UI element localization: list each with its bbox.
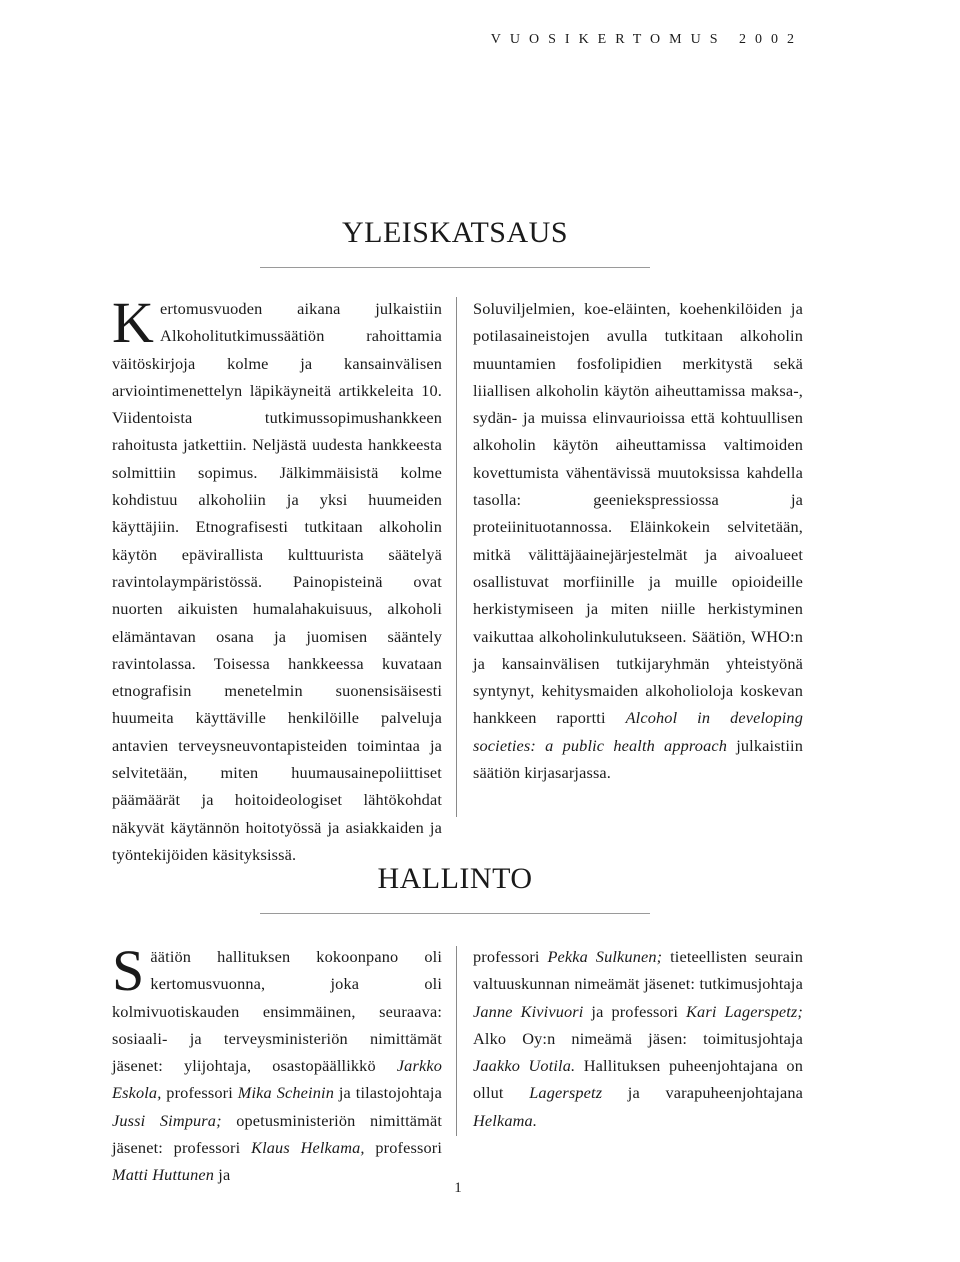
section-title-yleiskatsaus: YLEISKATSAUS xyxy=(341,216,569,249)
running-header: VUOSIKERTOMUS 2002 xyxy=(490,32,803,47)
page-number: 1 xyxy=(454,1180,462,1196)
drop-cap: S xyxy=(112,938,145,1003)
board-left-column xyxy=(112,938,442,1189)
board-text: professori xyxy=(473,947,548,966)
person-name: Pekka Sulkunen; xyxy=(547,947,663,966)
person-name: Janne Kivivuori xyxy=(473,1001,584,1021)
board-right-column xyxy=(473,943,803,1134)
person-name: Klaus Helkama, xyxy=(251,1138,365,1158)
board-text: professori xyxy=(161,1083,238,1103)
title-rule xyxy=(260,913,650,914)
person-name: Jaakko Uotila. xyxy=(473,1056,576,1076)
person-name: Jussi Simpura; xyxy=(112,1110,222,1130)
board-text: ja tilastojohtaja xyxy=(333,1083,442,1103)
overview-left-column xyxy=(112,290,442,868)
overview-text: julkaistiin säätiön kirjasarjassa. xyxy=(473,735,803,783)
drop-cap: K xyxy=(112,290,155,355)
board-text: ja professori xyxy=(583,1001,687,1021)
person-name: Lagerspetz xyxy=(529,1083,603,1103)
board-text: professori xyxy=(364,1138,442,1158)
person-name: Helkama. xyxy=(473,1110,538,1130)
overview-text: ertomusvuoden aikana julkaistiin Alkoholitutkimussäätiön rahoittamia väitöskirjoja kolme ja kansainvälisen arviointimenettelyn läpikäyneitä artikkeleita 10. Viidentoista tutkimussopimushankkeen rahoitusta jatkettiin. Neljästä uudesta hankkeesta solmittiin sopimus. Jälkimmäisistä kolme kohdistuu alkoholiin ja yksi huumeiden käyttäjiin. Etnografisesti tutkitaan alkoholin käytön epävirallista kulttuurista säätelyä ravintolaympäristössä. Painopisteinä ovat nuorten aikuisten humalahakuisuus, alkoholi elämäntavan osana ja juomisen sääntely ravintolassa. Toisessa hankkeessa kuvataan etnografisin menetelmin suonensisäisesti huumeita käyttäville henkilöille palveluja antavien terveysneuvontapisteiden toimintaa ja selvitetään, miten huumausainepoliittiset päämäärät ja hoitoideologiset lähtökohdat näkyvät käytännön hoitotyössä ja asiakkaiden ja työntekijöiden käsityksissä. xyxy=(112,299,442,864)
board-text: ja xyxy=(214,1165,231,1185)
title-rule xyxy=(260,267,650,268)
person-name: Mika Scheinin xyxy=(237,1083,334,1103)
section-title-hallinto: HALLINTO xyxy=(377,862,533,895)
person-name: Jarkko Eskola, xyxy=(112,1056,442,1103)
board-text: äätiön hallituksen kokoonpano oli kertomusvuonna, joka oli kolmivuotiskauden ensimmäinen, seuraava: sosiaali- ja terveysministeriön nimittämät jäsenet: ylijohtaja, osastopäällikkö xyxy=(112,947,442,1076)
board-text: tieteellisten seurain valtuuskunnan nimeämät jäsenet: tutkimusjohtaja xyxy=(473,947,803,994)
column-divider xyxy=(456,946,457,1136)
board-text: Hallituksen puheenjohtajana on ollut xyxy=(473,1056,803,1103)
board-text: opetusministeriön nimittämät jäsenet: professori xyxy=(112,1110,442,1158)
board-text: Alko Oy:n nimeämä jäsen: toimitusjohtaja xyxy=(473,1028,803,1048)
board-text: ja varapuheenjohtajana xyxy=(602,1083,804,1103)
report-title: Alcohol in developing societies: a public health approach xyxy=(473,708,803,755)
person-name: Matti Huttunen xyxy=(112,1165,215,1185)
column-divider xyxy=(456,297,457,817)
person-name: Kari Lagerspetz; xyxy=(686,1001,803,1021)
overview-right-column xyxy=(473,295,803,786)
overview-text: Soluviljelmien, koe-eläinten, koehenkilöiden ja potilasaineistojen avulla tutkitaan alkoholin muuntamien fosfolipidien merkitystä sekä liiallisen alkoholin käytön aiheuttamissa maksa-, sydän- ja muissa elinvaurioissa että kohtuullisen alkoholin käytön aiheuttamissa valtimoiden kovettumista vähentävissä muutoksissa kahdella tasolla: geeniekspressiossa ja proteiinituotannossa. Eläinkokein selvitetään, mitkä välittäjäainejärjestelmät ja aivoalueet osallistuvat morfiinille ja muille opioideille herkistymiseen ja miten niille herkistyminen vaikuttaa alkoholinkulutukseen. Säätiön, WHO:n ja kansainvälisen tutkijaryhmän yhteistyönä syntynyt, kehitysmaiden alkoholioloja koskevan hankkeen raportti xyxy=(473,299,803,728)
